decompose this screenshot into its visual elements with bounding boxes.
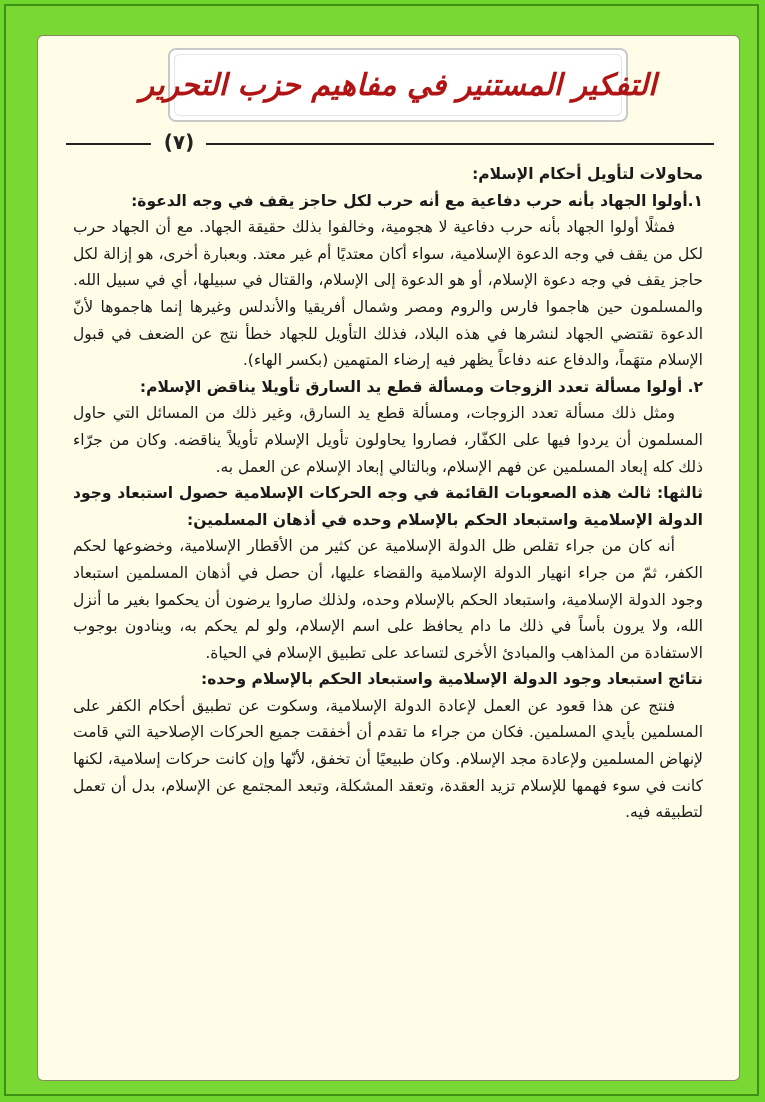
page-frame [4,4,759,1096]
page-number: (٧) [163,130,195,154]
heading-attempts: محاولات لتأويل أحكام الإسلام: [472,165,703,183]
page-number-divider [66,130,714,154]
banner-title: التفكير المستنير في مفاهيم حزب التحرير [139,67,657,103]
paragraph-results: فنتج عن هذا قعود عن العمل لإعادة الدولة الإسلامية، وسكوت عن تطبيق أحكام الكفر على المسلمين بأيدي المسلمين. فكان من جراء ما تقدم أن أخفقت جميع الحركات الإصلاحية التي قامت لإنهاض المسلمين ولإعادة مجد الإسلام. وكان طبيعيًا أن تخفق، لأنّها وإن كانت حركات إسلامية، لكنها كانت في سوء فهمها للإسلام تزيد العقدة، وتعقد المشكلة، وتبعد المجتمع عن الإسلام، بدل أن تعمل لتطبيقه فيه. [73,696,703,822]
divider-line-right [206,143,714,145]
page-panel [37,35,740,1081]
heading-polygamy-theft: ٢. أولوا مسألة تعدد الزوجات ومسألة قطع يد السارق تأويلا يناقض الإسلام: [139,377,703,396]
article-body [73,161,703,826]
paragraph-jihad: فمثلًا أولوا الجهاد بأنه حرب دفاعية لا هجومية، وخالفوا بذلك حقيقة الجهاد. مع أن الجهاد حرب لكل من يقف في وجه الدعوة الإسلامية، سواء أكان معتديًا أم غير معتد. وبعبارة أخرى، هو إزالة لكل حاجز يقف في وجه دعوة الإسلام، أو هو الدعوة إلى الإسلام، والقتال في سبيلها، أي في سبيل الله. والمسلمون حين هاجموا فارس والروم ومصر وشمال أفريقيا والأندلس وغيرها إنما هاجموها لأنّ الدعوة تقتضي الجهاد لنشرها في هذه البلاد، فذلك التأويل للجهاد خطأ نتج عن الضعف في قبول الإسلام متهَماً، والدفاع عنه دفاعاً يظهر فيه إرضاء المتهمين (بكسر الهاء). [73,218,703,370]
paragraph-third-difficulty: أنه كان من جراء تقلص ظل الدولة الإسلامية عن كثير من الأقطار الإسلامية، وخضوعها لحكم الكفر، ثمّ من جراء انهيار الدولة الإسلامية والقضاء عليها، أن حصل في أذهان المسلمين استبعاد وجود الدولة الإسلامية، واستبعاد الحكم بالإسلام وحده، ولذلك صاروا يرضون أن يحكموا بغير ما أنزل الله، ولا يرون بأساً في ذلك ما دام يحافظ على اسم الإسلام، ولو لم يحكم به، وينادون بوجوب الاستفادة من المذاهب والمبادئ الأخرى لتساعد على تطبيق الإسلام في الحياة. [73,537,703,662]
heading-third-difficulty: ثالثها: ثالث هذه الصعوبات القائمة في وجه الحركات الإسلامية حصول استبعاد وجود الدولة الإسلامية واستبعاد الحكم بالإسلام وحده في أذهان المسلمين: [73,484,703,529]
heading-jihad: ١.أولوا الجهاد بأنه حرب دفاعية مع أنه حرب لكل حاجز يقف في وجه الدعوة: [131,191,703,210]
title-banner [139,48,657,122]
divider-line-left [66,143,151,145]
heading-results: نتائج استبعاد وجود الدولة الإسلامية واستبعاد الحكم بالإسلام وحده: [201,670,703,689]
paragraph-polygamy-theft: ومثل ذلك مسألة تعدد الزوجات، ومسألة قطع يد السارق، وغير ذلك من المسائل التي حاول المسلمون أن يردوا فيها على الكفّار، فصاروا يحاولون تأويل الإسلام تأويلاً يناقضه. وكان من جرّاء ذلك كله إبعاد المسلمين عن فهم الإسلام، وبالتالي إبعاد الإسلام عن العمل به. [73,404,703,476]
